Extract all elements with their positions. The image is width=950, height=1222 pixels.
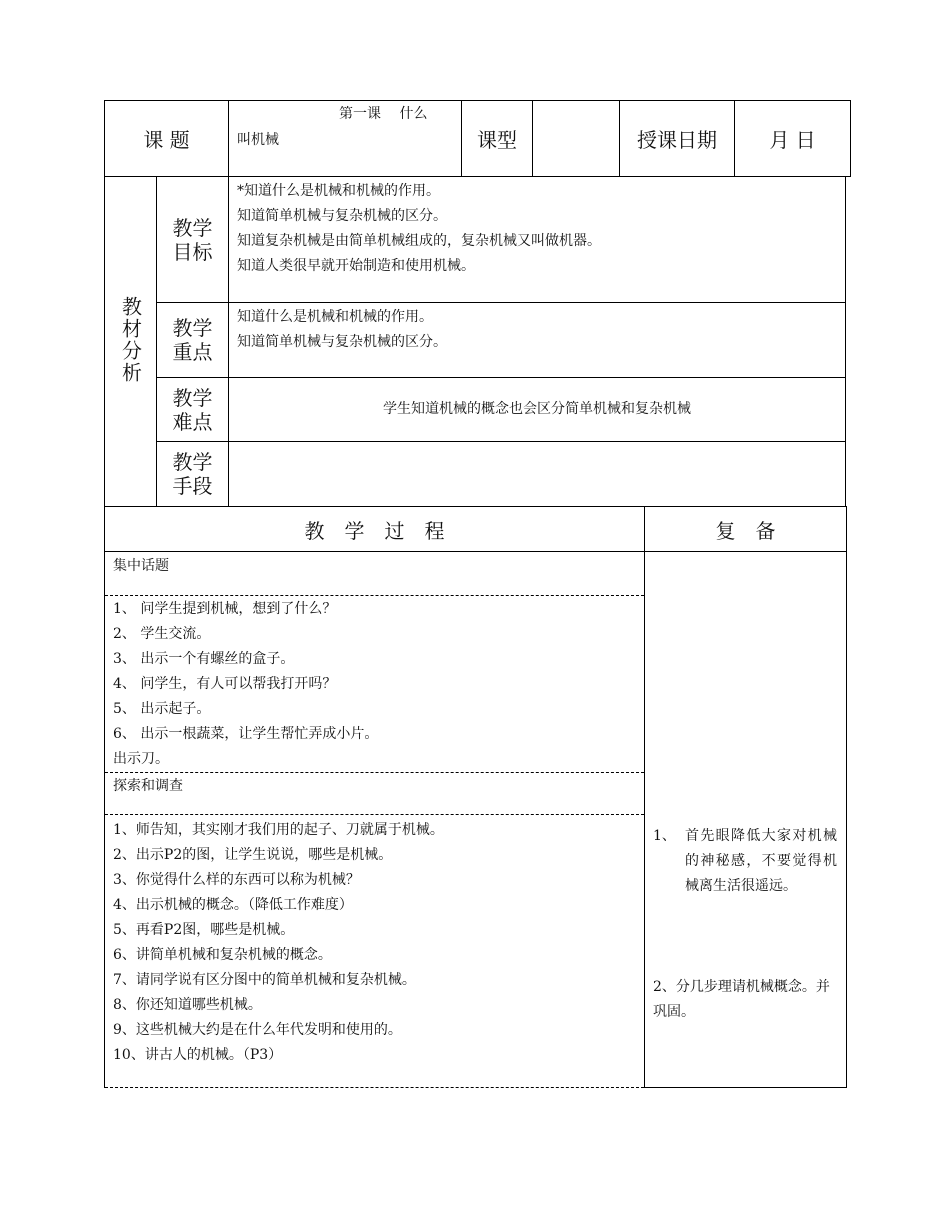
topic-label: 课 题: [105, 101, 229, 177]
means-label: 教学 手段: [157, 442, 229, 507]
list-item: 3、你觉得什么样的东西可以称为机械？: [113, 872, 360, 888]
side-header: 复 备: [645, 507, 847, 552]
analysis-table: [104, 176, 846, 507]
key-point-line: 知道简单机械与复杂机械的区分。: [237, 334, 447, 350]
list-item: 出示刀。: [113, 751, 169, 767]
list-item: 5、 出示起子。: [113, 701, 211, 717]
header-table: [104, 100, 851, 177]
goal-line: 知道人类很早就开始制造和使用机械。: [237, 258, 475, 274]
date-value: 月 日: [735, 101, 851, 177]
section1-title-block: [105, 552, 644, 596]
process-content: [105, 552, 645, 1088]
type-value: [533, 101, 620, 177]
list-item: 4、 问学生，有人可以帮我打开吗？: [113, 676, 337, 692]
goal-line: 知道简单机械与复杂机械的区分。: [237, 208, 447, 224]
lesson-title-line1: 第一课 什么: [339, 106, 428, 122]
note-number: 1、: [653, 828, 676, 844]
difficulty-label: 教学 难点: [157, 378, 229, 442]
section2-title-block: [105, 773, 644, 815]
key-point-line: 知道什么是机械和机械的作用。: [237, 309, 433, 325]
list-item: 4、出示机械的概念。（降低工作难度）: [113, 897, 353, 913]
process-table: [104, 506, 847, 1088]
goal-label: 教学 目标: [157, 177, 229, 303]
list-item: 10、讲古人的机械。（P3）: [113, 1047, 283, 1063]
list-item: 9、这些机械大约是在什么年代发明和使用的。: [113, 1022, 402, 1038]
goal-line: 知道复杂机械是由简单机械组成的，复杂机械又叫做机器。: [237, 233, 601, 249]
goal-line: *知道什么是机械和机械的作用。: [237, 183, 440, 199]
list-item: 2、出示P2的图，让学生说说，哪些是机械。: [113, 847, 393, 863]
section2-title: 探索和调查: [113, 778, 183, 794]
list-item: 6、讲简单机械和复杂机械的概念。: [113, 947, 332, 963]
key-point-content: [229, 303, 846, 378]
list-item: 8、你还知道哪些机械。: [113, 997, 262, 1013]
difficulty-content: 学生知道机械的概念也会区分简单机械和复杂机械: [229, 378, 846, 442]
section2-list: [105, 815, 644, 1068]
list-item: 6、 出示一根蔬菜，让学生帮忙弄成小片。: [113, 726, 379, 742]
list-item: 1、 问学生提到机械，想到了什么？: [113, 601, 337, 617]
list-item: 1、师告知，其实刚才我们用的起子、刀就属于机械。: [113, 822, 444, 838]
list-item: 5、再看P2图，哪些是机械。: [113, 922, 295, 938]
key-point-label: 教学 重点: [157, 303, 229, 378]
goal-content: [229, 177, 846, 303]
section1-list: [105, 596, 644, 773]
date-label: 授课日期: [620, 101, 735, 177]
note-item: 首先眼降低大家对机械的神秘感，不要觉得机械离生活很遥远。: [685, 828, 837, 894]
lesson-title: [229, 101, 462, 177]
list-item: 2、 学生交流。: [113, 626, 211, 642]
list-item: 3、 出示一个有螺丝的盒子。: [113, 651, 295, 667]
note-item: 2、分几步理请机械概念。并巩固。: [653, 979, 830, 1020]
lesson-title-line2: 叫机械: [237, 132, 279, 148]
analysis-group-label: 教材分析: [105, 177, 157, 507]
section1-title: 集中话题: [113, 558, 169, 574]
list-item: 7、请同学说有区分图中的简单机械和复杂机械。: [113, 972, 416, 988]
type-label: 课型: [462, 101, 533, 177]
process-header: 教 学 过 程: [105, 507, 645, 552]
notes-column: [645, 552, 847, 1088]
means-content: [229, 442, 846, 507]
